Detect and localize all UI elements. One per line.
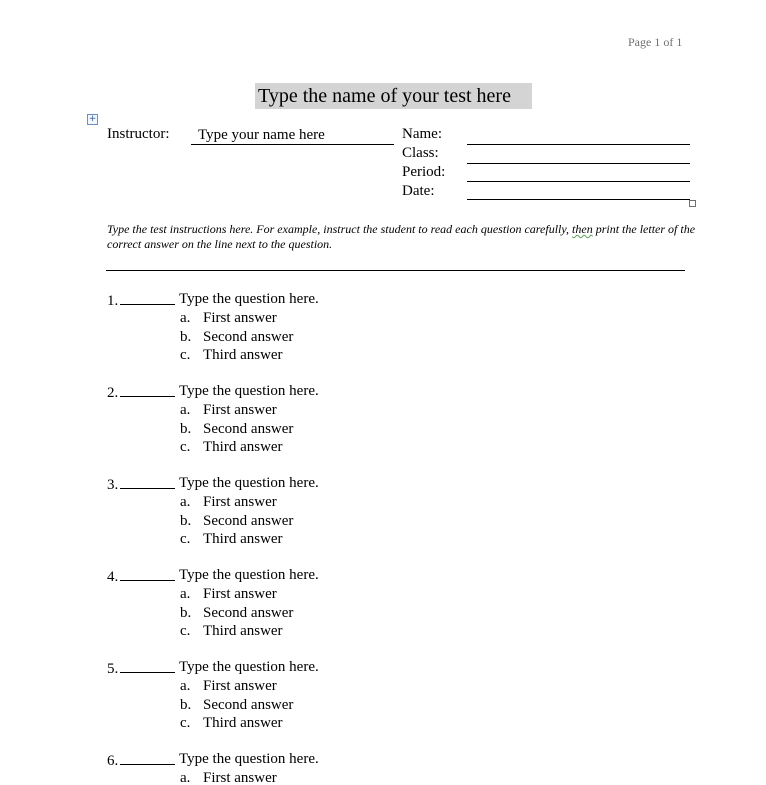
question-text[interactable]: Type the question here. xyxy=(179,567,319,583)
question-number-text: 4. xyxy=(107,569,119,585)
answer-letter: b. xyxy=(180,420,192,437)
answer-blank[interactable] xyxy=(120,383,175,397)
answer-option[interactable]: Second answer xyxy=(203,512,294,529)
answer-blank[interactable] xyxy=(120,751,175,765)
question-number xyxy=(107,291,175,310)
answer-option[interactable]: Second answer xyxy=(203,604,294,621)
answer-letter: b. xyxy=(180,696,192,713)
answer-option[interactable]: First answer xyxy=(203,310,277,326)
question-text[interactable]: Type the question here. xyxy=(179,291,319,307)
date-label: Date: xyxy=(402,183,435,199)
question-number xyxy=(107,475,175,494)
question-number-text: 2. xyxy=(107,385,119,401)
answer-blank[interactable] xyxy=(120,567,175,581)
answer-option[interactable]: Second answer xyxy=(203,696,294,713)
answer-option[interactable]: First answer xyxy=(203,402,277,418)
instructions-text-2: print the letter of the correct answer on the line next to the question. xyxy=(107,222,696,251)
page-number: Page 1 of 1 xyxy=(628,35,683,49)
answer-letter: c. xyxy=(180,623,191,639)
answer-letter: b. xyxy=(180,328,192,345)
instructions-flagged-word[interactable]: then xyxy=(572,222,593,236)
instructor-name-field[interactable]: Type your name here xyxy=(198,127,325,143)
answer-option[interactable]: Third answer xyxy=(203,347,283,363)
name-field[interactable] xyxy=(467,144,690,145)
answer-option[interactable]: Second answer xyxy=(203,328,294,345)
period-field[interactable] xyxy=(467,181,690,182)
name-label: Name: xyxy=(402,126,442,142)
instructor-underline xyxy=(191,144,394,145)
class-field[interactable] xyxy=(467,163,690,164)
instructions-text-1: Type the test instructions here. For example, instruct the student to read each question carefully, xyxy=(107,222,573,236)
question-text[interactable]: Type the question here. xyxy=(179,659,319,675)
answer-blank[interactable] xyxy=(120,475,175,489)
question-text[interactable]: Type the question here. xyxy=(179,383,319,399)
answer-option[interactable]: First answer xyxy=(203,770,277,785)
test-title[interactable]: Type the name of your test here xyxy=(255,83,532,109)
instructions-divider xyxy=(106,270,685,271)
answer-letter: b. xyxy=(180,512,192,529)
answer-letter: a. xyxy=(180,678,191,694)
test-instructions[interactable] xyxy=(107,222,697,251)
answer-letter: a. xyxy=(180,586,191,602)
table-resize-handle[interactable] xyxy=(689,200,696,207)
class-label: Class: xyxy=(402,145,439,161)
question-text[interactable]: Type the question here. xyxy=(179,751,319,767)
table-move-handle-icon[interactable]: + xyxy=(88,114,97,124)
answer-letter: a. xyxy=(180,770,191,785)
answer-option[interactable]: Third answer xyxy=(203,531,283,547)
answer-letter: c. xyxy=(180,531,191,547)
answer-letter: a. xyxy=(180,402,191,418)
question-number xyxy=(107,383,175,402)
answer-option[interactable]: First answer xyxy=(203,586,277,602)
question-number xyxy=(107,751,175,770)
period-label: Period: xyxy=(402,164,446,180)
answer-option[interactable]: Third answer xyxy=(203,623,283,639)
answer-option[interactable]: Third answer xyxy=(203,715,283,731)
answer-blank[interactable] xyxy=(120,659,175,673)
answer-letter: c. xyxy=(180,439,191,455)
question-number-text: 5. xyxy=(107,661,119,677)
answer-letter: b. xyxy=(180,604,192,621)
answer-blank[interactable] xyxy=(120,291,175,305)
answer-option[interactable]: Second answer xyxy=(203,420,294,437)
answer-option[interactable]: Third answer xyxy=(203,439,283,455)
answer-letter: a. xyxy=(180,494,191,510)
question-number xyxy=(107,567,175,586)
answer-letter: c. xyxy=(180,715,191,731)
question-number xyxy=(107,659,175,678)
date-field[interactable] xyxy=(467,199,690,200)
question-number-text: 3. xyxy=(107,477,119,493)
answer-option[interactable]: First answer xyxy=(203,678,277,694)
question-number-text: 1. xyxy=(107,293,119,309)
answer-letter: a. xyxy=(180,310,191,326)
answer-option[interactable]: First answer xyxy=(203,494,277,510)
question-text[interactable]: Type the question here. xyxy=(179,475,319,491)
answer-letter: c. xyxy=(180,347,191,363)
question-number-text: 6. xyxy=(107,753,119,769)
instructor-label: Instructor: xyxy=(107,126,170,142)
